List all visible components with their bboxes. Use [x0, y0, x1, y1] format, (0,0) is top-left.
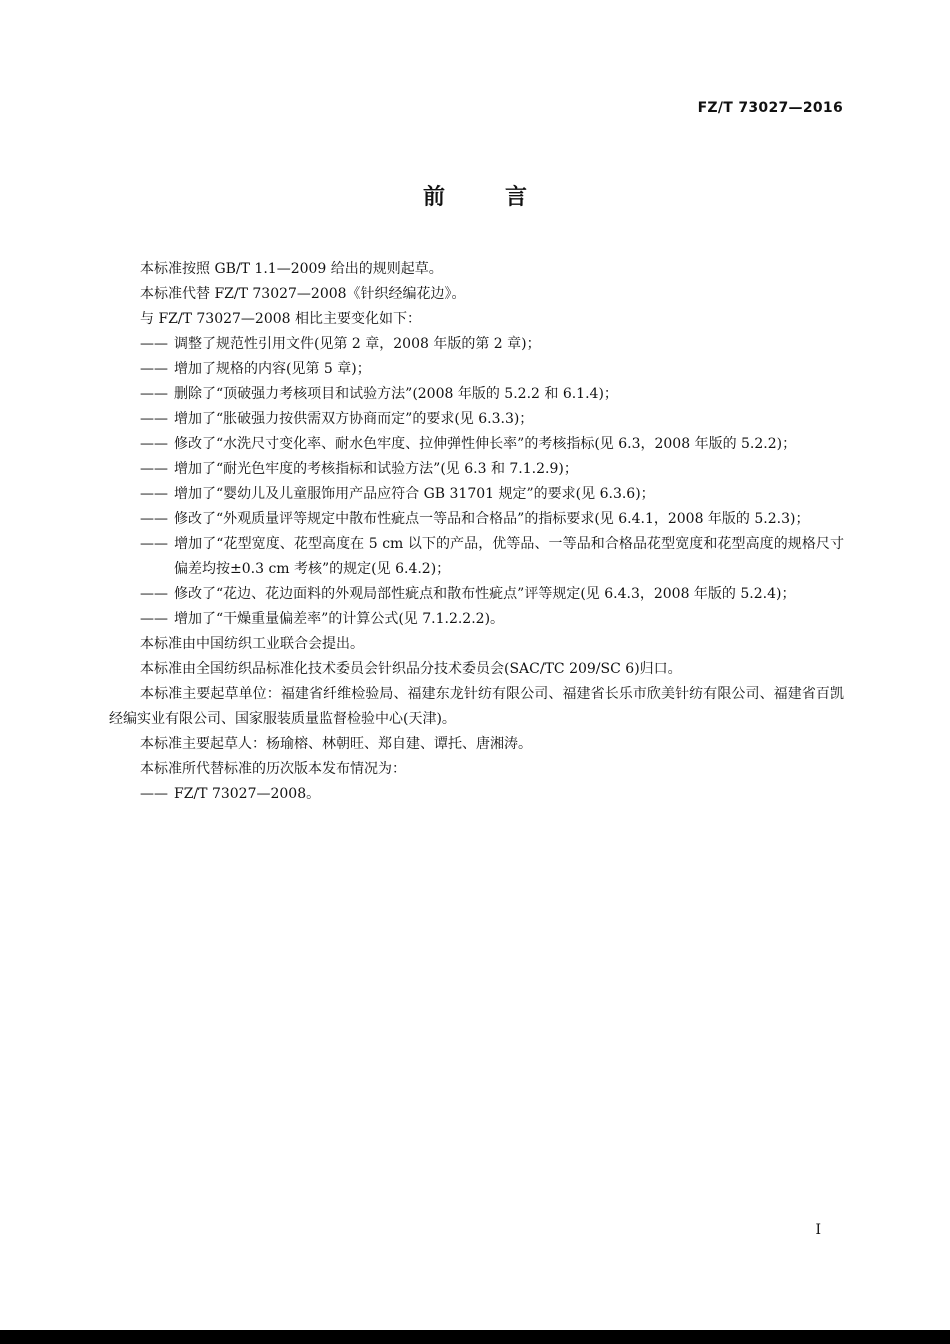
dash-mark: ——: [140, 586, 168, 602]
dash-mark: ——: [140, 786, 168, 802]
change-list-item: [109, 382, 844, 407]
paragraph-text: 增加了规格的内容(见第 5 章)；: [174, 361, 371, 377]
dash-mark: ——: [140, 411, 168, 427]
paragraph-text: 本标准由中国纺织工业联合会提出。: [140, 636, 364, 652]
dash-mark: ——: [140, 486, 168, 502]
foreword-paragraph: [109, 282, 844, 307]
paragraph-text: FZ/T 73027—2008。: [174, 786, 321, 802]
dash-mark: ——: [140, 536, 168, 552]
foreword-paragraph: [109, 632, 844, 657]
paragraph-text: 删除了“顶破强力考核项目和试验方法”(2008 年版的 5.2.2 和 6.1.4)；: [174, 386, 618, 402]
page-number: I: [815, 1222, 821, 1238]
change-list-item: [109, 332, 844, 357]
paragraph-text: 修改了“水洗尺寸变化率、耐水色牢度、拉伸弹性伸长率”的考核指标(见 6.3，2008 年版的 5.2.2)；: [174, 436, 797, 452]
foreword-paragraph: [109, 757, 844, 782]
paragraph-text: 增加了“婴幼儿及儿童服饰用产品应符合 GB 31701 规定”的要求(见 6.3.6)；: [174, 486, 655, 502]
page-title: 前言: [422, 185, 587, 210]
foreword-body: [109, 257, 844, 807]
paragraph-text: 本标准主要起草人：杨瑜榕、林朝旺、郑自建、谭托、唐湘涛。: [140, 736, 532, 752]
dash-mark: ——: [140, 336, 168, 352]
dash-mark: ——: [140, 361, 168, 377]
change-list-item: [109, 357, 844, 382]
foreword-paragraph: [109, 307, 844, 332]
foreword-paragraph: [109, 732, 844, 757]
paragraph-text: 修改了“花边、花边面料的外观局部性疵点和散布性疵点”评等规定(见 6.4.3，2008 年版的 5.2.4)；: [174, 586, 796, 602]
foreword-paragraph: [109, 657, 844, 682]
foreword-paragraph: [109, 257, 844, 282]
change-list-item: [109, 582, 844, 607]
paragraph-text: 本标准按照 GB/T 1.1—2009 给出的规则起草。: [140, 261, 443, 277]
paragraph-text: 增加了“胀破强力按供需双方协商而定”的要求(见 6.3.3)；: [174, 411, 534, 427]
paragraph-text: 增加了“花型宽度、花型高度在 5 cm 以下的产品，优等品、一等品和合格品花型宽度和花型高度的规格尺寸偏差均按±0.3 cm 考核”的规定(见 6.4.2)；: [174, 536, 844, 577]
paragraph-text: 本标准所代替标准的历次版本发布情况为：: [140, 761, 406, 777]
standard-code: FZ/T 73027—2016: [697, 100, 843, 116]
paragraph-text: 调整了规范性引用文件(见第 2 章，2008 年版的第 2 章)；: [174, 336, 541, 352]
paragraph-text: 修改了“外观质量评等规定中散布性疵点一等品和合格品”的指标要求(见 6.4.1，2008 年版的 5.2.3)；: [174, 511, 810, 527]
paragraph-text: 本标准代替 FZ/T 73027—2008《针织经编花边》。: [140, 286, 466, 302]
change-list-item: [109, 432, 844, 457]
bottom-edge-bar: [0, 1330, 950, 1344]
dash-mark: ——: [140, 511, 168, 527]
change-list-item: [109, 482, 844, 507]
paragraph-text: 与 FZ/T 73027—2008 相比主要变化如下：: [140, 311, 422, 327]
dash-mark: ——: [140, 461, 168, 477]
change-list-item: [109, 407, 844, 432]
foreword-paragraph: [109, 682, 844, 732]
dash-mark: ——: [140, 386, 168, 402]
paragraph-text: 本标准由全国纺织品标准化技术委员会针织品分技术委员会(SAC/TC 209/SC 6)归口。: [140, 661, 682, 677]
change-list-item: [109, 607, 844, 632]
change-list-item: [109, 782, 844, 807]
change-list-item: [109, 457, 844, 482]
change-list-item: [109, 532, 844, 582]
change-list-item: [109, 507, 844, 532]
dash-mark: ——: [140, 436, 168, 452]
dash-mark: ——: [140, 611, 168, 627]
paragraph-text: 增加了“耐光色牢度的考核指标和试验方法”(见 6.3 和 7.1.2.9)；: [174, 461, 578, 477]
paragraph-text: 本标准主要起草单位：福建省纤维检验局、福建东龙针纺有限公司、福建省长乐市欣美针纺有限公司、福建省百凯经编实业有限公司、国家服装质量监督检验中心(天津)。: [109, 686, 844, 727]
paragraph-text: 增加了“干燥重量偏差率”的计算公式(见 7.1.2.2.2)。: [174, 611, 505, 627]
